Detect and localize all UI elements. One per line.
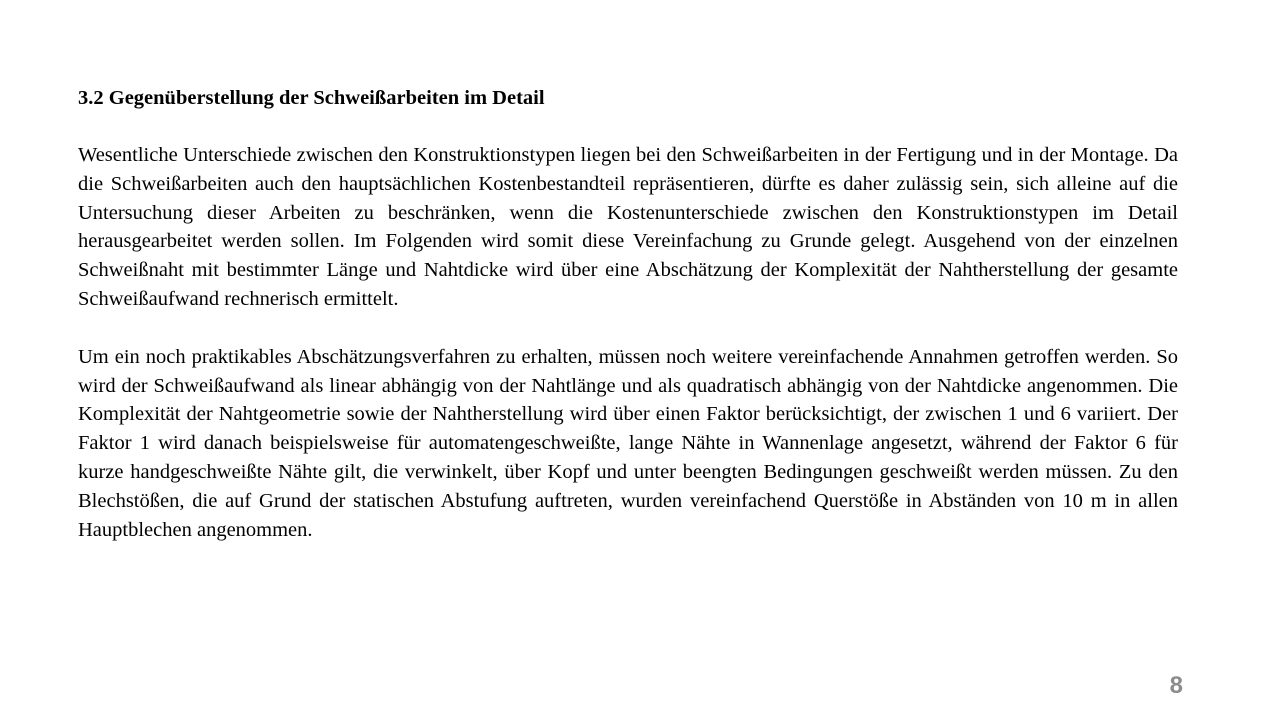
- paragraph-1: Wesentliche Unterschiede zwischen den Konstruktionstypen liegen bei den Schweißarbeiten in der Fertigung und in der Montage. Da die Schweißarbeiten auch den hauptsächlichen Kostenbestandteil repräsentieren, dürfte es daher zulässig sein, sich alleine auf die Untersuchung dieser Arbeiten zu beschränken, wenn die Kostenunterschiede zwischen den Konstruktionstypen im Detail herausgearbeitet werden sollen. Im Folgenden wird somit diese Vereinfachung zu Grunde gelegt. Ausgehend von der einzelnen Schweißnaht mit bestimmter Länge und Nahtdicke wird über eine Abschätzung der Komplexität der Nahtherstellung der gesamte Schweißaufwand rechnerisch ermittelt.: [78, 144, 1178, 310]
- page-number: 8: [1169, 672, 1183, 699]
- section-heading: 3.2 Gegenüberstellung der Schweißarbeiten im Detail: [78, 87, 545, 109]
- slide-content: [78, 84, 1178, 573]
- paragraph-2: Um ein noch praktikables Abschätzungsverfahren zu erhalten, müssen noch weitere vereinfachende Annahmen getroffen werden. So wird der Schweißaufwand als linear abhängig von der Nahtlänge und als quadratisch abhängig von der Nahtdicke angenommen. Die Komplexität der Nahtgeometrie sowie der Nahtherstellung wird über einen Faktor berücksichtigt, der zwischen 1 und 6 variiert. Der Faktor 1 wird danach beispielsweise für automatengeschweißte, lange Nähte in Wannenlage angesetzt, während der Faktor 6 für kurze handgeschweißte Nähte gilt, die verwinkelt, über Kopf und unter beengten Bedingungen geschweißt werden müssen. Zu den Blechstößen, die auf Grund der statischen Abstufung auftreten, wurden vereinfachend Querstöße in Abständen von 10 m in allen Hauptblechen angenommen.: [78, 345, 1178, 541]
